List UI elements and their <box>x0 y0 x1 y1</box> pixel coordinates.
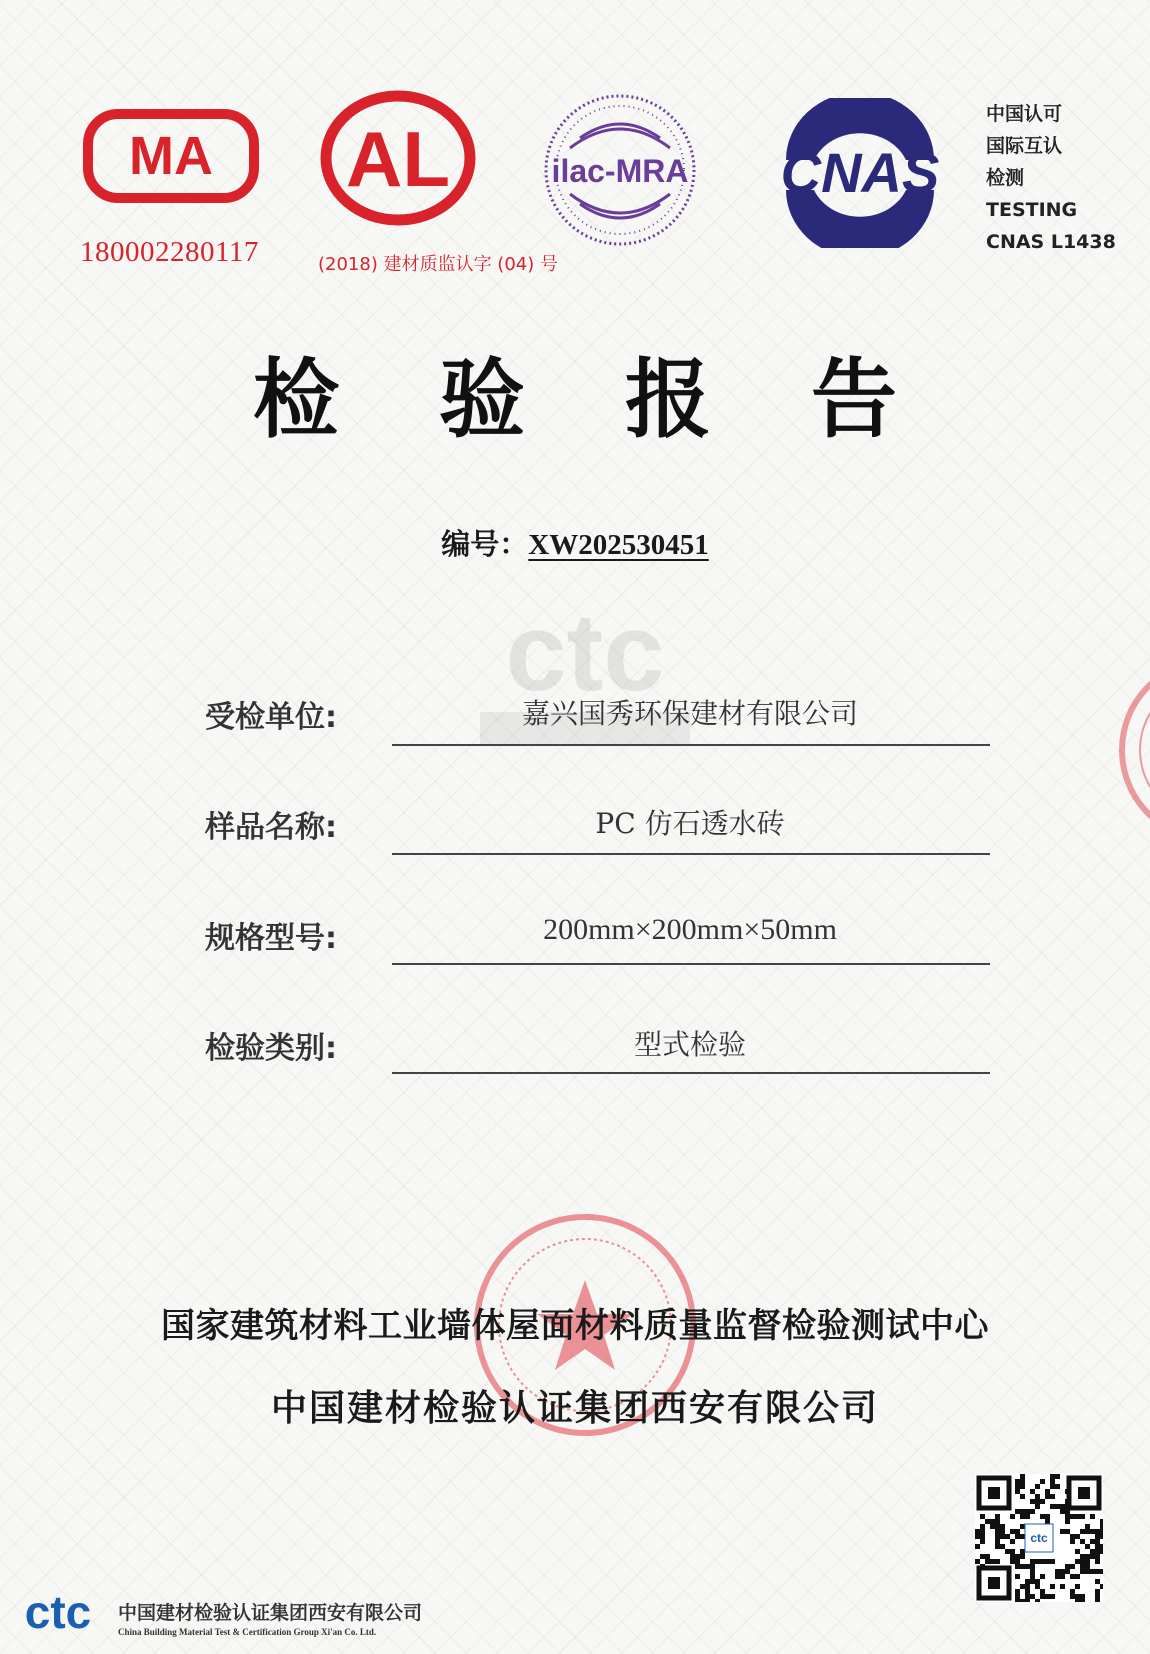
document-title: 检验报告 <box>253 350 997 450</box>
cnas-line: 国际互认 <box>986 135 1063 157</box>
report-number-value: XW202530451 <box>528 529 709 561</box>
cnas-accreditation-text <box>986 98 1126 258</box>
svg-text:ctc: ctc <box>1030 1531 1048 1545</box>
cma-logo-text: MA <box>129 126 213 186</box>
cnas-line: 检测 <box>986 167 1025 189</box>
sample-name-value: PC 仿石透水砖 <box>595 807 785 840</box>
footer-company-cn: 中国建材检验认证集团西安有限公司 <box>118 1602 423 1624</box>
cal-logo-text: AL <box>346 115 450 203</box>
inspection-type-label: 检验类别: <box>205 1031 337 1066</box>
ilac-logo-text: ilac-MRA <box>551 153 689 189</box>
cma-logo <box>82 108 260 204</box>
inspected-unit-label: 受检单位: <box>205 700 337 735</box>
sample-name-label: 样品名称: <box>205 810 337 845</box>
field-underline <box>392 963 990 965</box>
model-spec-value: 200mm×200mm×50mm <box>543 913 837 946</box>
field-underline <box>392 744 990 746</box>
cnas-logo <box>766 98 954 248</box>
report-number-line <box>0 522 1150 563</box>
document-title-wrap <box>0 330 1150 454</box>
model-spec-label: 规格型号: <box>205 921 337 956</box>
qr-code <box>975 1474 1103 1602</box>
cnas-line: TESTING <box>986 199 1078 221</box>
field-underline <box>392 1072 990 1074</box>
cma-number: 180002280117 <box>80 236 259 268</box>
ctc-watermark <box>470 600 700 760</box>
issuer-line-1: 国家建筑材料工业墙体屋面材料质量监督检验测试中心 <box>161 1306 989 1346</box>
report-number-label: 编号： <box>441 527 529 561</box>
svg-text:ctc: ctc <box>505 600 665 714</box>
cnas-logo-text: CNAS <box>780 141 940 204</box>
footer-company-en: China Building Material Test & Certification Group Xi'an Co. Ltd. <box>118 1627 377 1637</box>
ctc-logo-text: ctc <box>24 1588 92 1634</box>
issuer-line-2: 中国建材检验认证集团西安有限公司 <box>270 1388 879 1429</box>
cal-logo <box>318 88 478 228</box>
ctc-logo <box>18 1588 98 1634</box>
cnas-line: CNAS L1438 <box>986 231 1116 253</box>
field-underline <box>392 853 990 855</box>
inspected-unit-value: 嘉兴国秀环保建材有限公司 <box>521 697 858 730</box>
inspection-type-value: 型式检验 <box>633 1028 746 1061</box>
cnas-line: 中国认可 <box>986 103 1063 125</box>
cal-number: (2018) 建材质监认字 (04) 号 <box>318 254 558 275</box>
edge-seal <box>1112 655 1150 845</box>
ilac-mra-logo <box>540 90 700 250</box>
